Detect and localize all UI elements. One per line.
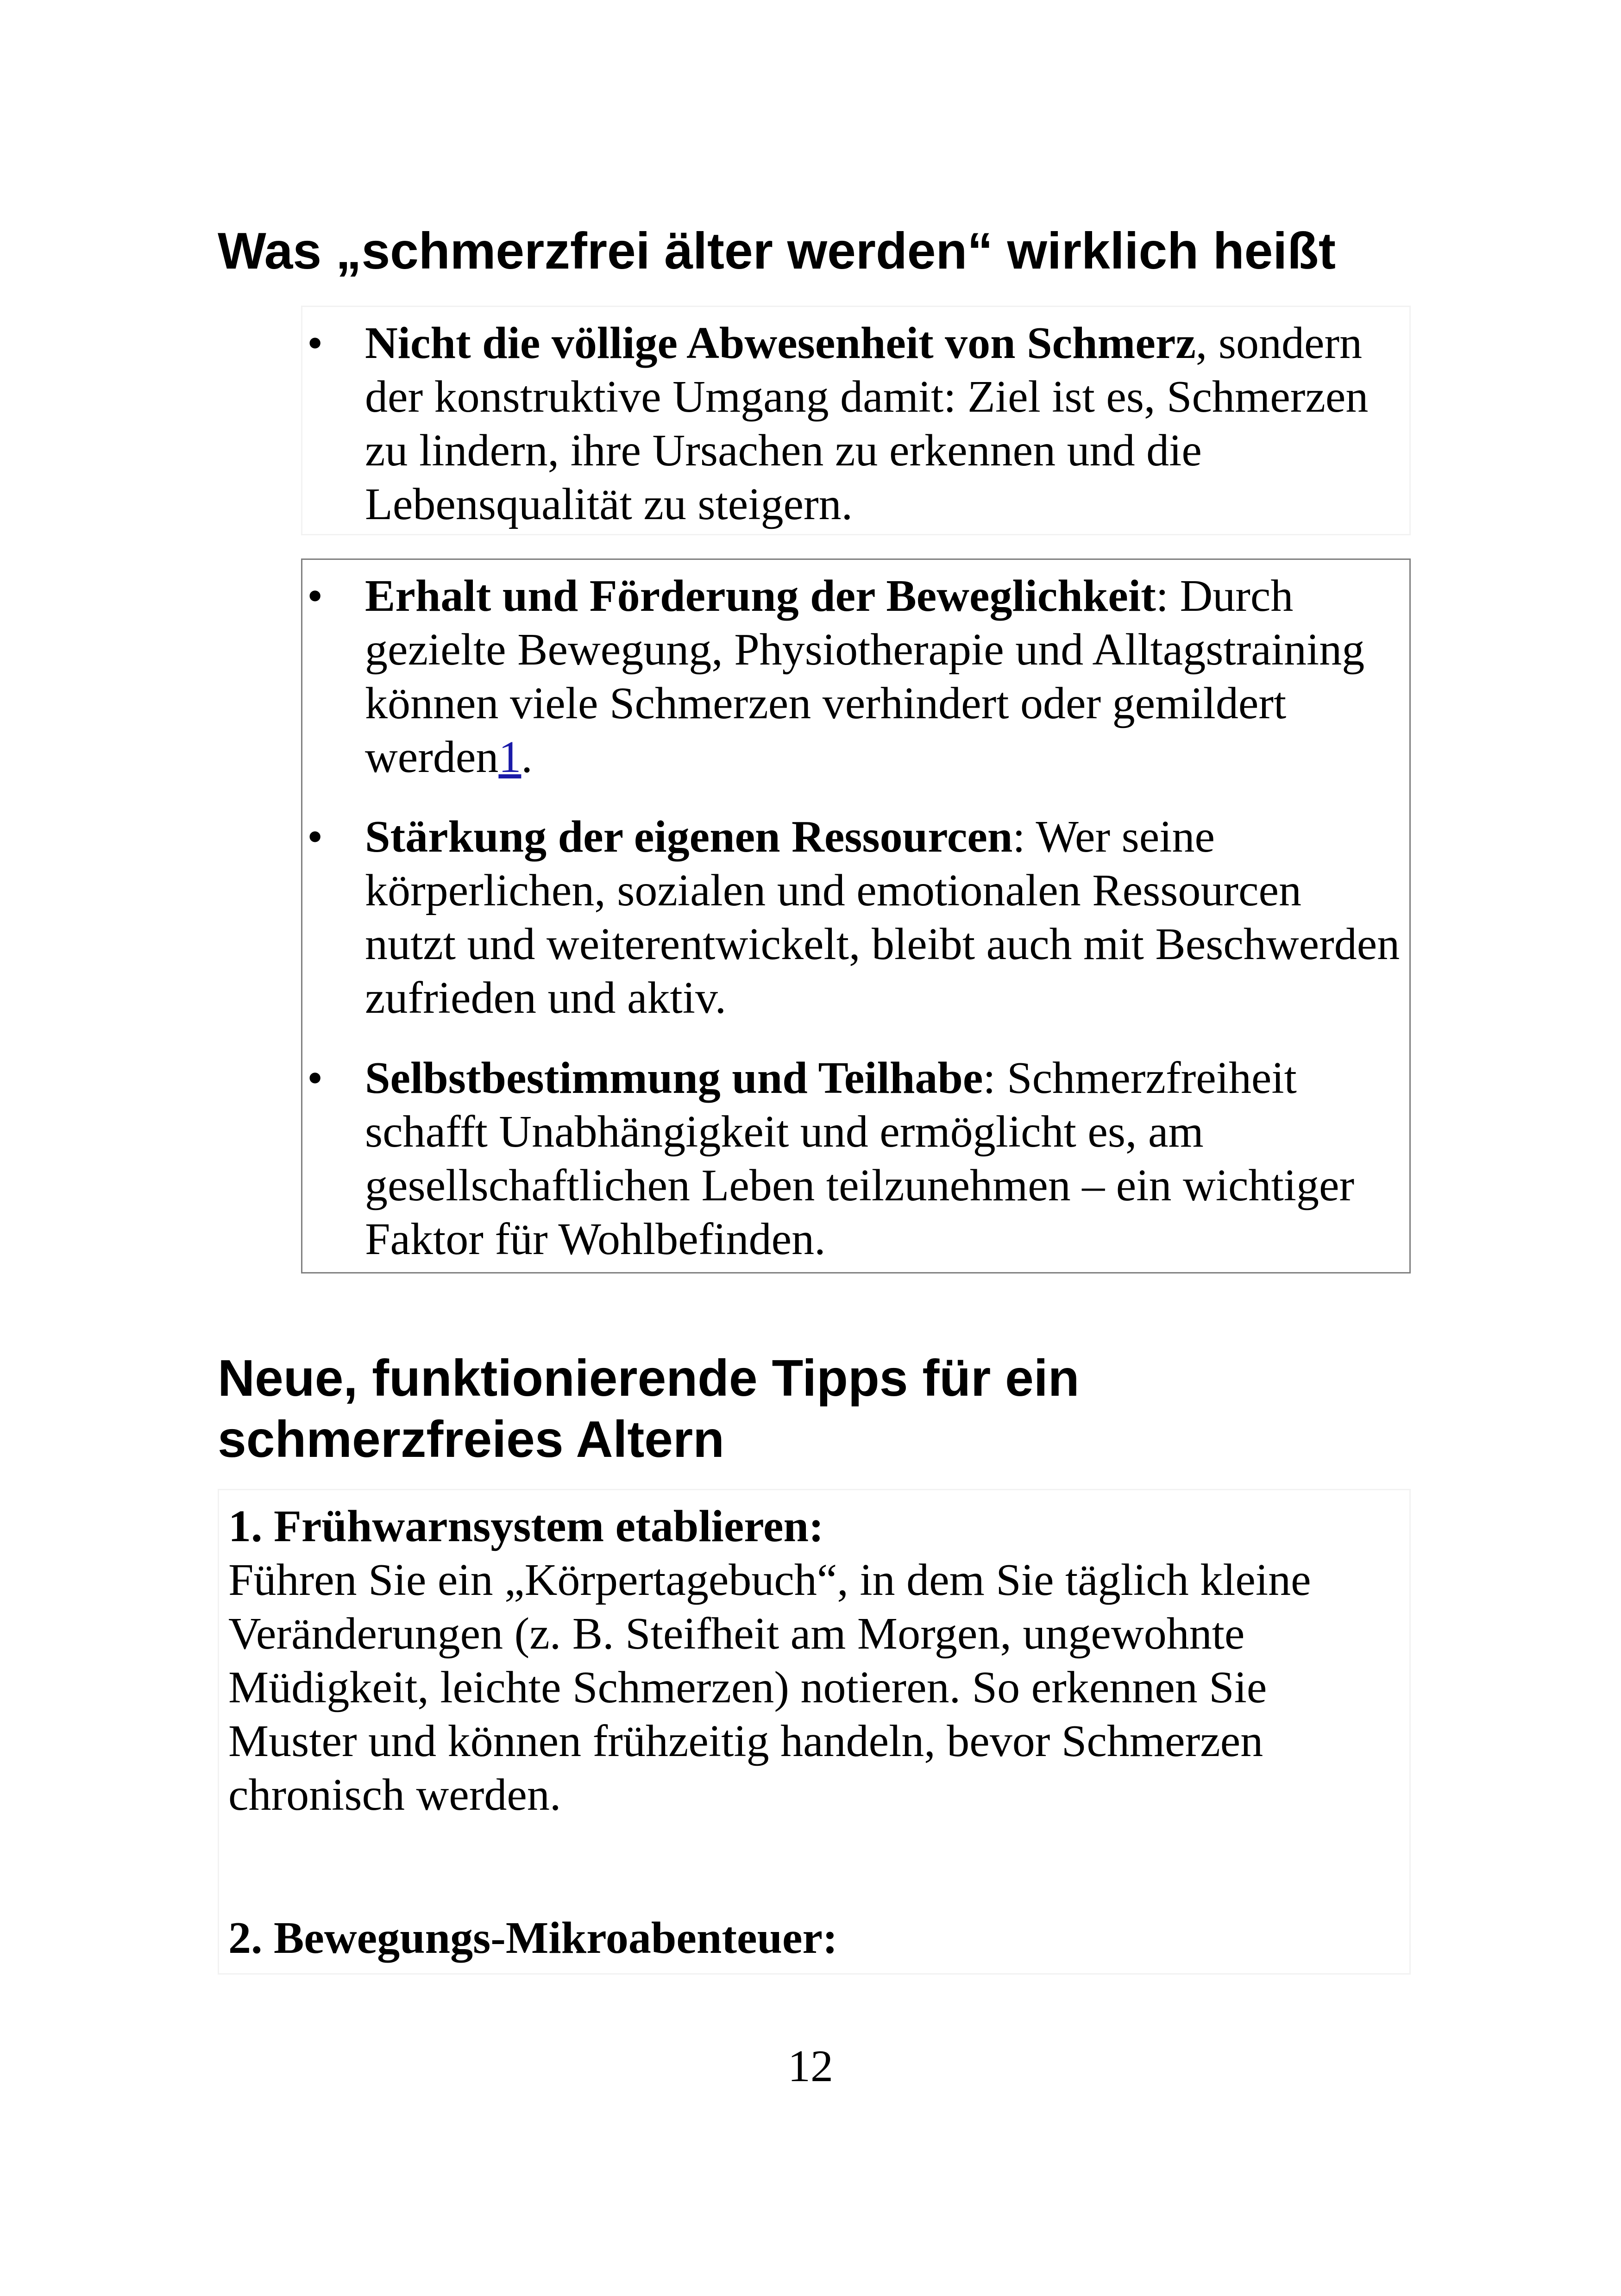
- item-text: : Durch gezielte Bewegung, Physiotherapie und Alltagstraining können viele Schmerzen verhindert oder gemildert werden: [365, 571, 1365, 782]
- heading-line-1: Neue, funktionierende Tipps für ein: [218, 1349, 1080, 1407]
- tip-title: 2. Bewegungs-Mikroabenteuer:: [228, 1913, 838, 1963]
- item-text-end: .: [521, 732, 533, 782]
- bullet-icon: •: [307, 812, 323, 862]
- item-bold-term: Selbstbestimmung und Teilhabe: [365, 1053, 983, 1103]
- section-heading-schmerzfrei: Was „schmerzfrei älter werden“ wirklich heißt: [218, 222, 1336, 280]
- tips-box: [218, 1489, 1411, 1975]
- bullet-icon: •: [307, 571, 323, 621]
- tip-body: Führen Sie ein „Körpertagebuch“, in dem Sie täglich kleine Veränderungen (z. B. Steifheit am Morgen, ungewohnte Müdigkeit, leichte Schmerzen) notieren. So erkennen Sie Muster und können frühzeitig handeln, bevor Schmerzen chronisch werden.: [228, 1555, 1311, 1820]
- definition-box: [301, 306, 1411, 535]
- page-number: 12: [788, 2041, 833, 2091]
- item-bold-term: Erhalt und Förderung der Beweglichkeit: [365, 571, 1156, 621]
- footnote-link[interactable]: 1: [498, 732, 521, 782]
- section-heading-tipps: [218, 1348, 1080, 1470]
- tip-item: [228, 1911, 1405, 1965]
- tip-item: [228, 1499, 1405, 1822]
- heading-line-2: schmerzfreies Altern: [218, 1411, 725, 1468]
- item-text: : Schmerzfreiheit schafft Unabhängigkeit und ermöglicht es, am gesellschaftlichen Leben teilzunehmen – ein wichtiger Faktor für Wohlbefinden.: [365, 1053, 1355, 1264]
- item-bold-term: Nicht die völlige Abwesenheit von Schmerz: [365, 318, 1196, 368]
- item-text: , sondern der konstruktive Umgang damit: Ziel ist es, Schmerzen zu lindern, ihre Ursachen zu erkennen und die Lebensqualität zu steigern.: [365, 318, 1369, 529]
- bullet-icon: •: [307, 318, 323, 368]
- item-text: : Wer seine körperlichen, sozialen und emotionalen Ressourcen nutzt und weiterentwickelt, bleibt auch mit Beschwerden zufrieden und aktiv.: [365, 812, 1400, 1023]
- tip-title: 1. Frühwarnsystem etablieren:: [228, 1501, 824, 1551]
- item-bold-term: Stärkung der eigenen Ressourcen: [365, 812, 1013, 862]
- benefits-box: [301, 558, 1411, 1273]
- bullet-icon: •: [307, 1053, 323, 1103]
